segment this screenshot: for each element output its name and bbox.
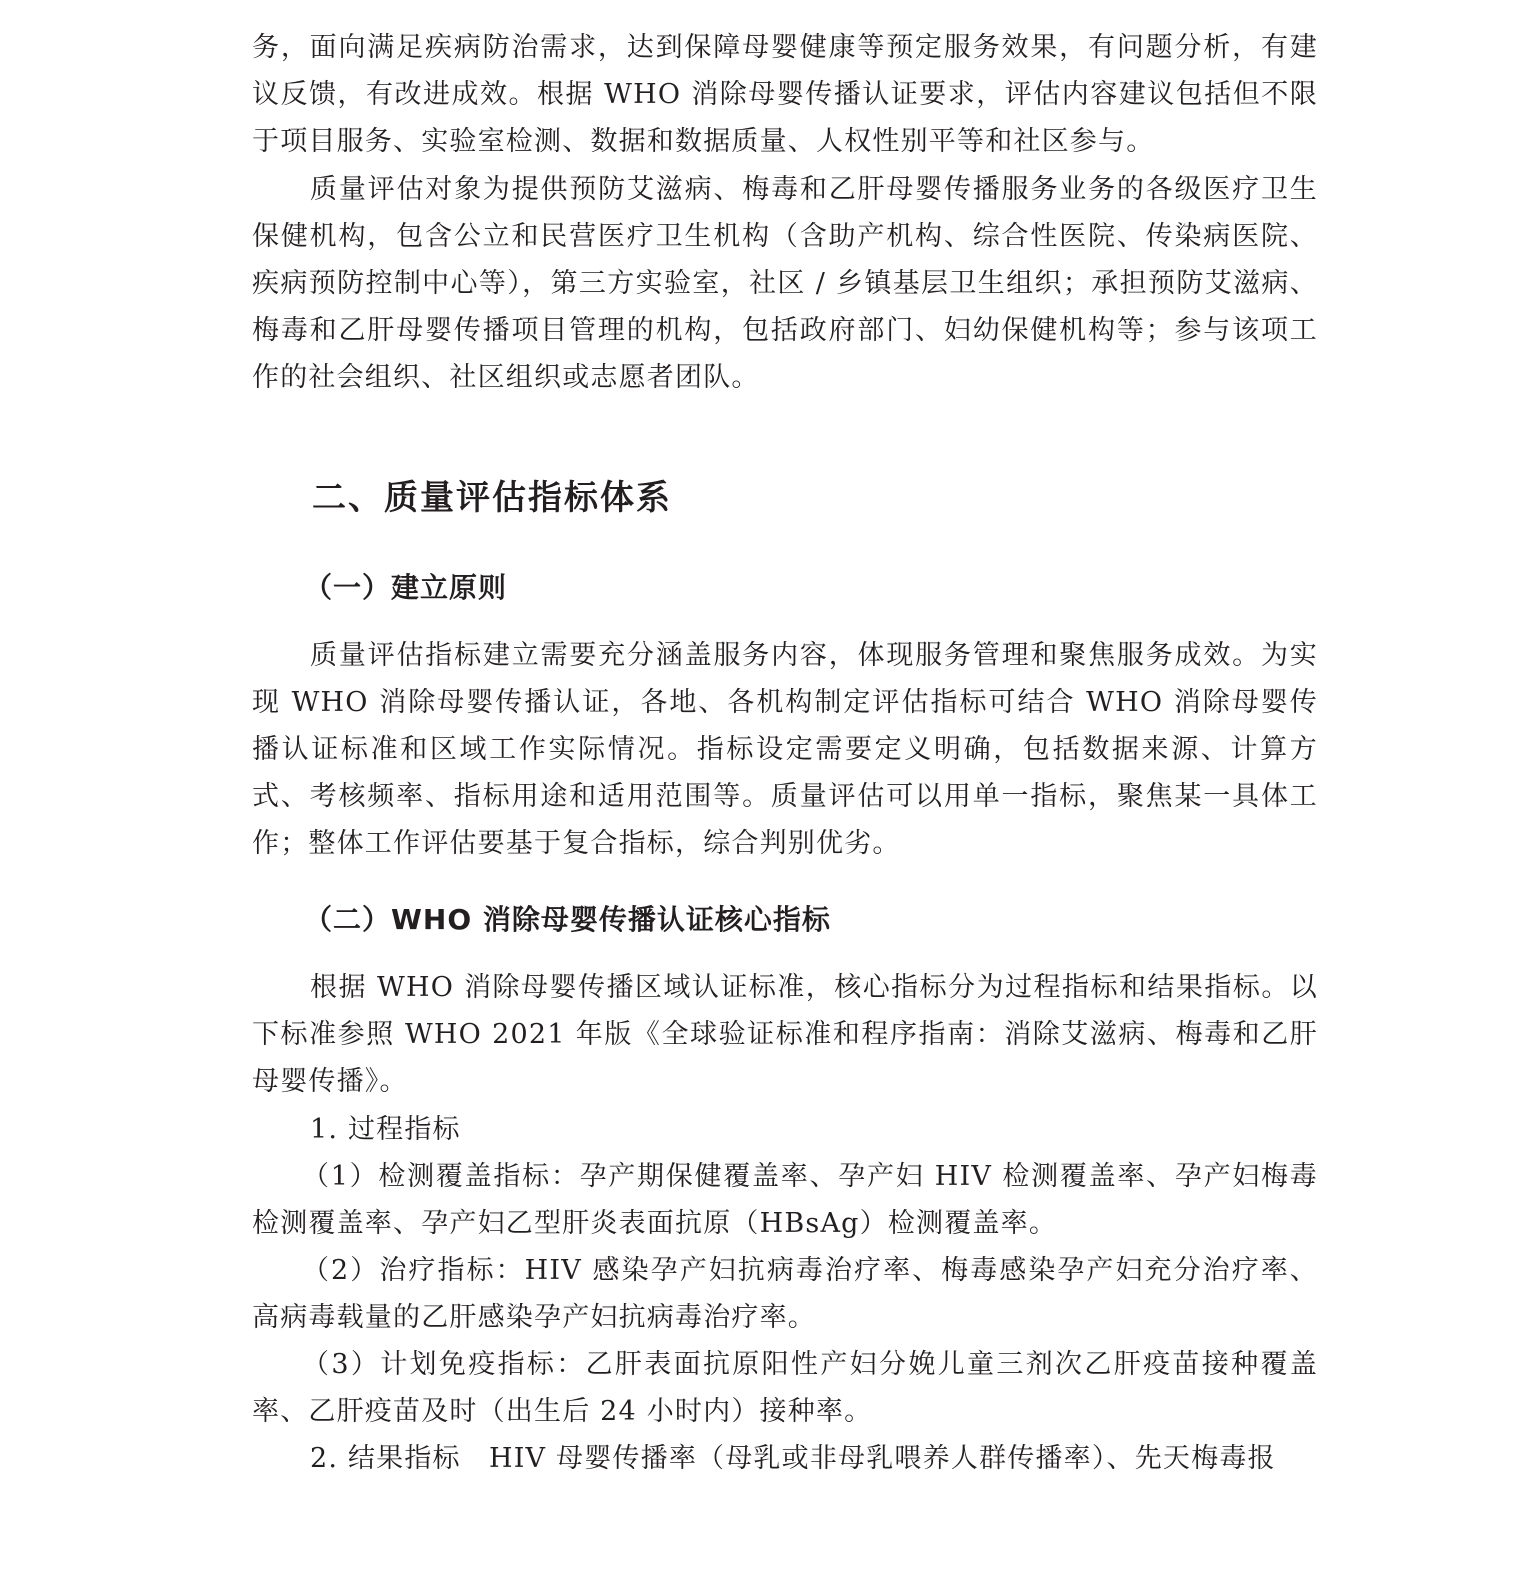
section-heading: 二、质量评估指标体系 — [312, 478, 672, 518]
subsection-heading-core-indicators: （二）WHO 消除母婴传播认证核心指标 — [304, 903, 831, 936]
list-item-testing-coverage: （1）检测覆盖指标：孕产期保健覆盖率、孕产妇 HIV 检测覆盖率、孕产妇梅毒检测覆盖率、孕产妇乙型肝炎表面抗原（HBsAg）检测覆盖率。 — [252, 1161, 1318, 1239]
list-item-immunization: （3）计划免疫指标：乙肝表面抗原阳性产妇分娩儿童三剂次乙肝疫苗接种覆盖率、乙肝疫苗及时（出生后 24 小时内）接种率。 — [252, 1349, 1318, 1427]
paragraph-intro-continued: 务，面向满足疾病防治需求，达到保障母婴健康等预定服务效果，有问题分析，有建议反馈，有改进成效。根据 WHO 消除母婴传播认证要求，评估内容建议包括但不限于项目服务、实验室检测、数据和数据质量、人权性别平等和社区参与。 — [252, 32, 1318, 157]
paragraph-principles: 质量评估指标建立需要充分涵盖服务内容，体现服务管理和聚焦服务成效。为实现 WHO 消除母婴传播认证，各地、各机构制定评估指标可结合 WHO 消除母婴传播认证标准和区域工作实际情况。指标设定需要定义明确，包括数据来源、计算方式、考核频率、指标用途和适用范围等。质量评估可以用单一指标，聚焦某一具体工作；整体工作评估要基于复合指标，综合判别优劣。 — [252, 640, 1318, 859]
paragraph-assessment-targets: 质量评估对象为提供预防艾滋病、梅毒和乙肝母婴传播服务业务的各级医疗卫生保健机构，包含公立和民营医疗卫生机构（含助产机构、综合性医院、传染病医院、疾病预防控制中心等），第三方实验室，社区 / 乡镇基层卫生组织；承担预防艾滋病、梅毒和乙肝母婴传播项目管理的机构，包括政府部门、妇幼保健机构等；参与该项工作的社会组织、社区组织或志愿者团队。 — [252, 174, 1318, 393]
list-item-treatment: （2）治疗指标：HIV 感染孕产妇抗病毒治疗率、梅毒感染孕产妇充分治疗率、高病毒载量的乙肝感染孕产妇抗病毒治疗率。 — [252, 1255, 1318, 1333]
list-item-process-indicators: 1. 过程指标 — [310, 1114, 461, 1145]
list-item-outcome-indicators: 2. 结果指标 HIV 母婴传播率（母乳或非母乳喂养人群传播率）、先天梅毒报 — [310, 1443, 1276, 1474]
paragraph-core-indicators: 根据 WHO 消除母婴传播区域认证标准，核心指标分为过程指标和结果指标。以下标准参照 WHO 2021 年版《全球验证标准和程序指南：消除艾滋病、梅毒和乙肝母婴传播》。 — [252, 972, 1318, 1097]
subsection-heading-principles: （一）建立原则 — [304, 571, 508, 604]
